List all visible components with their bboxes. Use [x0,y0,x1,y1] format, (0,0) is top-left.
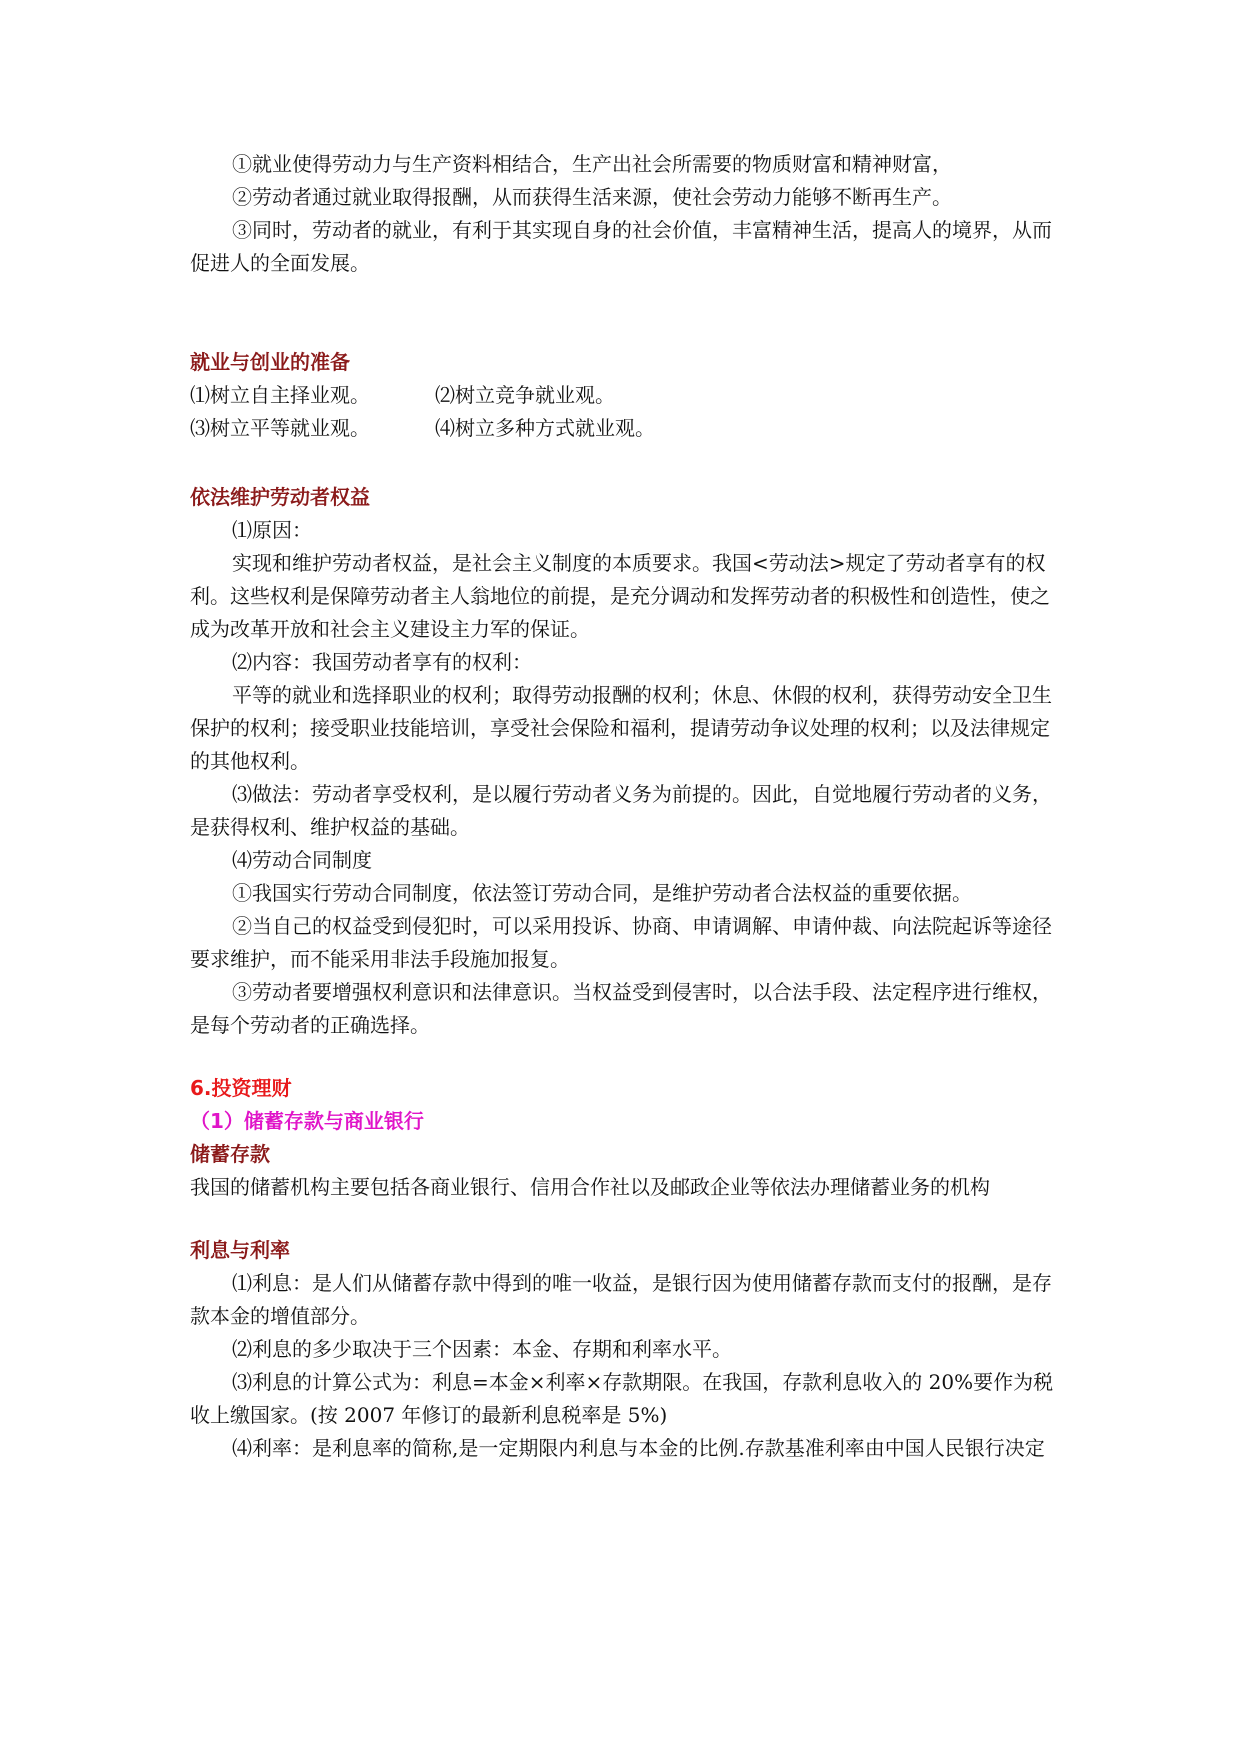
prep-heading: 就业与创业的准备 [190,350,350,374]
prep-item: ⑶树立平等就业观。 [190,416,370,440]
savings-text: 我国的储蓄机构主要包括各商业银行、信用合作社以及邮政企业等依法办理储蓄业务的机构 [190,1175,990,1199]
rights-reason-text: 实现和维护劳动者权益，是社会主义制度的本质要求。我国<劳动法>规定了劳动者享有的权利。这些权利是保障劳动者主人翁地位的前提，是充分调动和发挥劳动者的积极性和创造性，使之成为改革开放和社会主义建设主力军的保证。 [190,551,1050,641]
rights-reason-label: ⑴原因： [232,518,312,542]
invest-heading: 6.投资理财 [190,1076,292,1100]
intro-paragraph-2: ②劳动者通过就业取得报酬，从而获得生活来源，使社会劳动力能够不断再生产。 [232,185,952,209]
contract-item-3: ③劳动者要增强权利意识和法律意识。当权益受到侵害时，以合法手段、法定程序进行维权，是每个劳动者的正确选择。 [190,980,1052,1037]
prep-item: ⑴树立自主择业观。 [190,383,370,407]
document-body [190,148,1062,1465]
interest-item-1: ⑴利息：是人们从储蓄存款中得到的唯一收益，是银行因为使用储蓄存款而支付的报酬，是存款本金的增值部分。 [190,1271,1052,1328]
intro-paragraph-3: ③同时，劳动者的就业，有利于其实现自身的社会价值，丰富精神生活，提高人的境界，从而促进人的全面发展。 [190,218,1052,275]
interest-heading: 利息与利率 [190,1238,290,1262]
rights-contract-label: ⑷劳动合同制度 [232,848,372,872]
contract-item-2: ②当自己的权益受到侵犯时，可以采用投诉、协商、申请调解、申请仲裁、向法院起诉等途径要求维护，而不能采用非法手段施加报复。 [190,914,1052,971]
contract-item-1: ①我国实行劳动合同制度，依法签订劳动合同，是维护劳动者合法权益的重要依据。 [232,881,972,905]
rights-method-text: ⑶做法：劳动者享受权利，是以履行劳动者义务为前提的。因此，自觉地履行劳动者的义务，是获得权利、维护权益的基础。 [190,782,1052,839]
rights-heading: 依法维护劳动者权益 [190,485,370,509]
rights-content-label: ⑵内容：我国劳动者享有的权利： [232,650,532,674]
prep-row-1 [190,379,1062,412]
savings-bank-subheading: （1）储蓄存款与商业银行 [190,1109,424,1133]
rights-content-text: 平等的就业和选择职业的权利；取得劳动报酬的权利；休息、休假的权利，获得劳动安全卫生保护的权利；接受职业技能培训，享受社会保险和福利，提请劳动争议处理的权利；以及法律规定的其他权利。 [190,683,1052,773]
interest-item-2: ⑵利息的多少取决于三个因素：本金、存期和利率水平。 [232,1337,732,1361]
intro-paragraph-1: ①就业使得劳动力与生产资料相结合，生产出社会所需要的物质财富和精神财富， [232,152,952,176]
prep-item: ⑵树立竞争就业观。 [435,383,615,407]
savings-heading: 储蓄存款 [190,1142,270,1166]
interest-item-4: ⑷利率：是利息率的简称,是一定期限内利息与本金的比例.存款基准利率由中国人民银行决定 [232,1436,1045,1460]
interest-item-3: ⑶利息的计算公式为：利息=本金×利率×存款期限。在我国，存款利息收入的 20%要作为税收上缴国家。(按 2007 年修订的最新利息税率是 5%) [190,1370,1054,1427]
prep-item: ⑷树立多种方式就业观。 [435,416,655,440]
prep-row-2 [190,412,1062,445]
